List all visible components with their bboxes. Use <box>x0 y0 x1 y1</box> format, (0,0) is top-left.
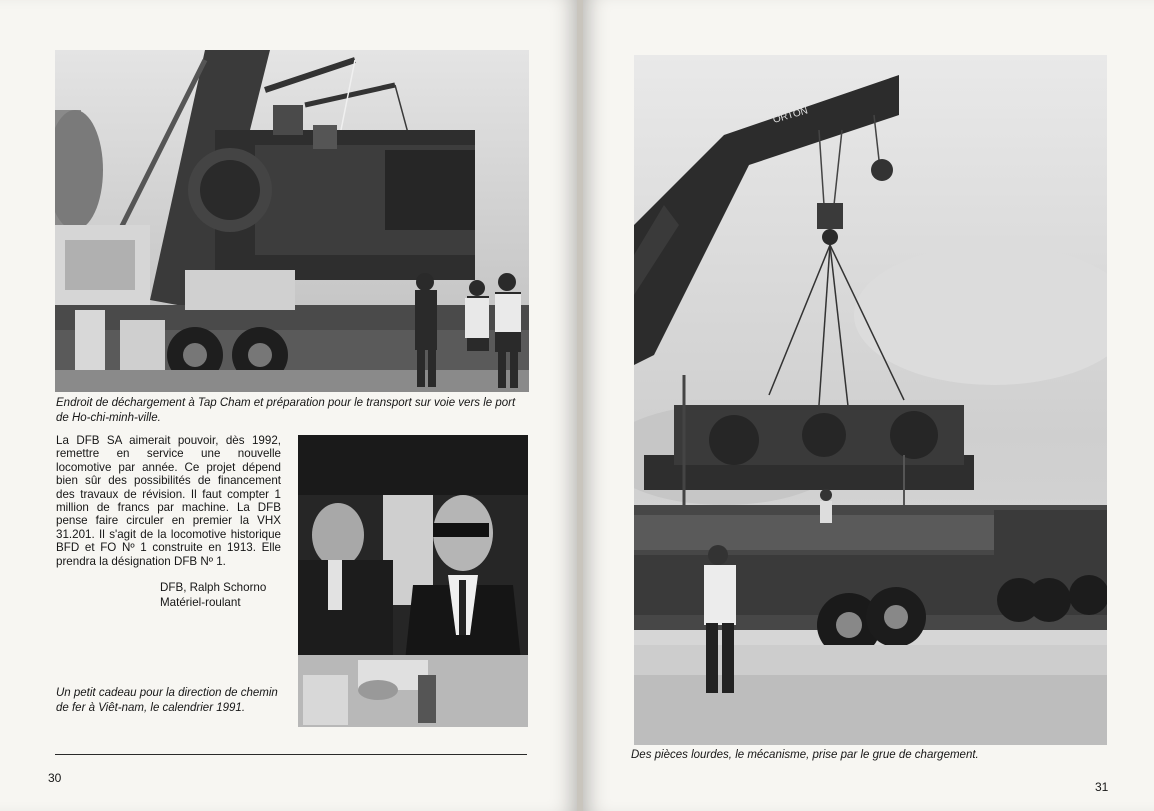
crane-lifting-photo <box>634 55 1107 745</box>
portrait-illustration <box>298 435 528 727</box>
footer-rule <box>55 754 527 755</box>
locomotive-crane-illustration <box>55 50 529 392</box>
crane-photo-caption: Des pièces lourdes, le mécanisme, prise par le grue de chargement. <box>631 749 979 761</box>
top-photo-caption: Endroit de déchargement à Tap Cham et préparation pour le transport sur voie vers le port de Ho-chi-minh-ville. <box>56 397 516 424</box>
page-number-left: 30 <box>48 771 62 785</box>
crane-lifting-illustration <box>634 55 1107 745</box>
right-page <box>583 0 1154 811</box>
article-author: DFB, Ralph Schorno <box>160 581 267 594</box>
article-body: La DFB SA aimerait pouvoir, dès 1992, remettre en service une nouvelle locomotive par année. Ce projet dépend bien sûr des possibilités de financement des travaux de révision. Il faut compter 1 million de francs par machine. La DFB pense faire circuler en premier la VHX 31.201. Il s'agit de la locomotive historique BFD et FO Nº 1 construite en 1913. Elle prendra la désignation DFB Nº 1. <box>56 434 281 568</box>
locomotive-crane-photo <box>55 50 529 392</box>
page-number-right: 31 <box>1095 780 1109 794</box>
article-author-role: Matériel-roulant <box>160 596 241 609</box>
crane-boom-label: ORTON <box>771 105 810 126</box>
portrait-photo-caption: Un petit cadeau pour la direction de chemin de fer à Viêt-nam, le calendrier 1991. <box>56 687 278 714</box>
portrait-photo <box>298 435 528 727</box>
